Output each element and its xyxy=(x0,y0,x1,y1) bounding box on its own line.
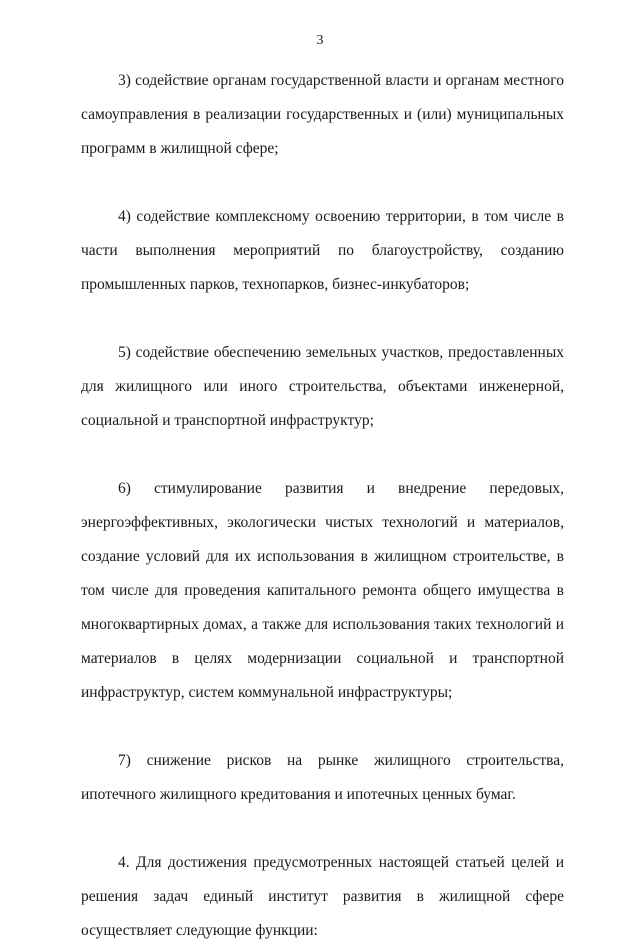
clause-item-6: 6) стимулирование развития и внедрение передовых, энергоэффективных, экологически чистых технологий и материалов, создание условий для их использования в жилищном строительстве, в том числе для проведения капитального ремонта общего имущества в многоквартирных домах, а также для использования таких технологий и материалов в целях модернизации социальной и транспортной инфраструктур, систем коммунальной инфраструктуры; xyxy=(81,480,564,701)
clause-item-4: 4) содействие комплексному освоению территории, в том числе в части выполнения мероприятий по благоустройству, созданию промышленных парков, технопарков, бизнес-инкубаторов; xyxy=(81,208,564,293)
clause-item-3: 3) содействие органам государственной власти и органам местного самоуправления в реализации государственных и (или) муниципальных программ в жилищной сфере; xyxy=(81,72,564,157)
clause-item-5: 5) содействие обеспечению земельных участков, предоставленных для жилищного или иного строительства, объектами инженерной, социальной и транспортной инфраструктур; xyxy=(81,344,564,429)
document-body xyxy=(81,64,564,948)
section-4-intro: 4. Для достижения предусмотренных настоящей статьей целей и решения задач единый институт развития в жилищной сфере осуществляет следующие функции: xyxy=(81,854,564,939)
page-number: 3 xyxy=(316,33,324,48)
clause-item-7: 7) снижение рисков на рынке жилищного строительства, ипотечного жилищного кредитования и ипотечных ценных бумаг. xyxy=(81,752,564,803)
